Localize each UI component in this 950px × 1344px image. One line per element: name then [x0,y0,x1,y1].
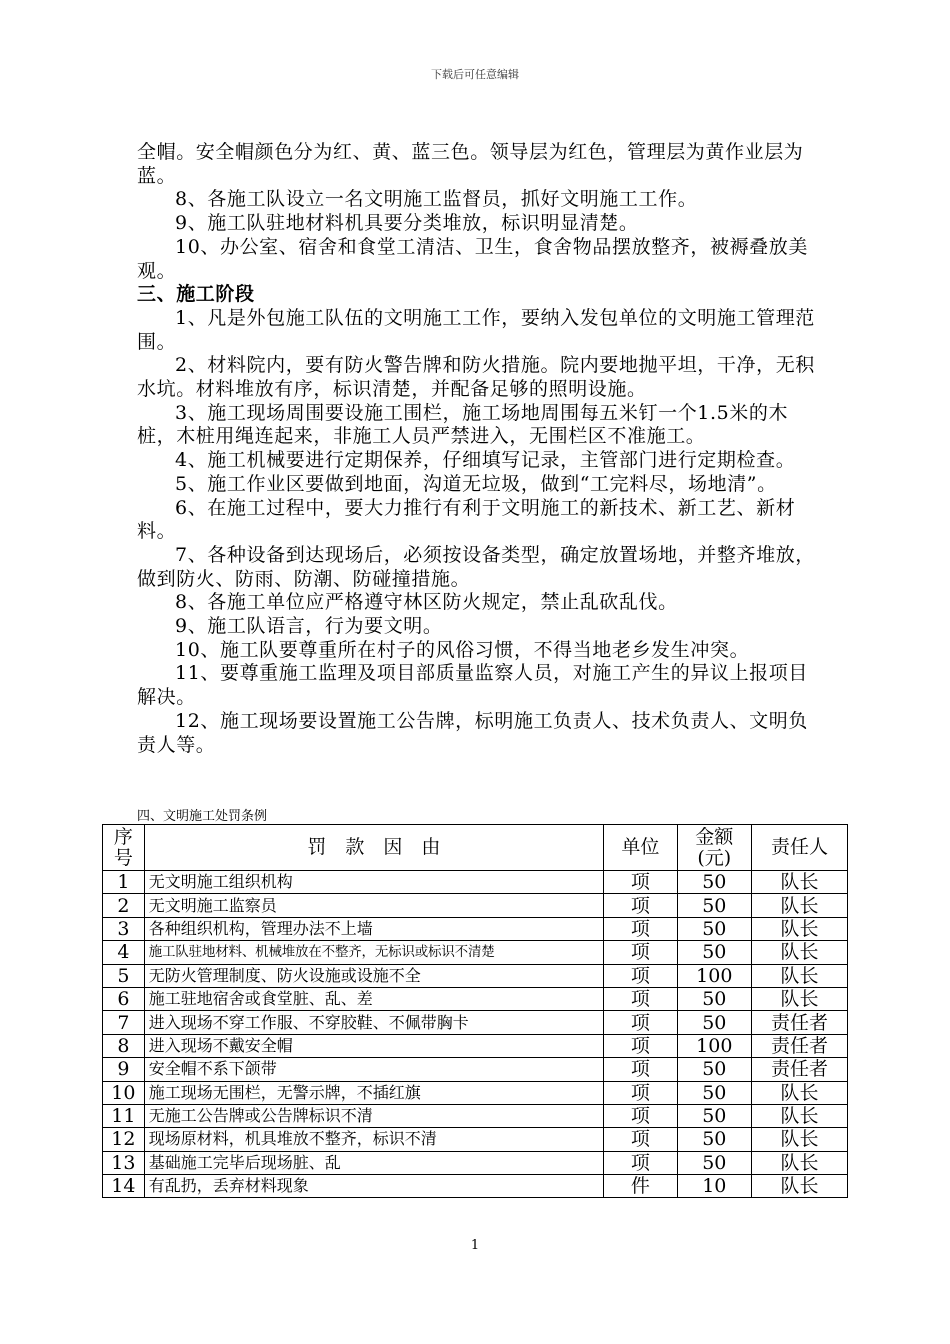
paragraph: 8、各施工队设立一名文明施工监督员，抓好文明施工工作。 [175,188,698,211]
table-title: 四、文明施工处罚条例 [137,809,268,824]
paragraph: 全帽。安全帽颜色分为红、黄、蓝三色。领导层为红色，管理层为黄作业层为蓝。 [137,141,804,187]
header-reason: 罚 款 因 由 [144,825,603,871]
cell-responsible: 队长 [751,964,847,987]
body-text [137,141,817,757]
cell-unit: 项 [604,941,678,964]
cell-unit: 项 [604,917,678,940]
paragraph: 11、要尊重施工监理及项目部质量监察人员，对施工产生的异议上报项目解决。 [137,662,808,709]
penalty-table [102,824,848,1198]
cell-unit: 项 [604,1104,678,1127]
paragraph: 4、施工机械要进行定期保养，仔细填写记录，主管部门进行定期检查。 [175,449,796,472]
cell-responsible: 队长 [751,941,847,964]
cell-amount: 50 [677,941,751,964]
cell-amount: 50 [677,917,751,940]
cell-unit: 项 [604,871,678,894]
header-responsible: 责任人 [751,825,847,871]
table-row [103,871,848,894]
cell-amount: 50 [677,1081,751,1104]
cell-reason: 无防火管理制度、防火设施或设施不全 [144,964,603,987]
cell-reason: 有乱扔，丢弃材料现象 [144,1175,603,1198]
cell-unit: 项 [604,1058,678,1081]
cell-num: 5 [103,964,145,987]
penalty-table-body [103,871,848,1198]
paragraph: 6、在施工过程中，要大力推行有利于文明施工的新技术、新工艺、新材料。 [137,496,796,543]
cell-unit: 项 [604,1081,678,1104]
cell-amount: 50 [677,1058,751,1081]
cell-num: 9 [103,1058,145,1081]
cell-reason: 基础施工完毕后现场脏、乱 [144,1151,603,1174]
paragraph: 10、施工队要尊重所在村子的风俗习惯，不得当地老乡发生冲突。 [175,638,750,661]
header-unit: 单位 [604,825,678,871]
cell-reason: 安全帽不系下颌带 [144,1058,603,1081]
table-row [103,1151,848,1174]
cell-num: 1 [103,871,145,894]
cell-amount: 100 [677,1034,751,1057]
cell-num: 11 [103,1104,145,1127]
table-row [103,1104,848,1127]
cell-responsible: 队长 [751,1104,847,1127]
table-row [103,917,848,940]
cell-num: 3 [103,917,145,940]
paragraph: 3、施工现场周围要设施工围栏，施工场地周围每五米钉一个1.5米的木桩，木桩用绳连起来，非施工人员严禁进入，无围栏区不准施工。 [137,401,789,448]
cell-unit: 项 [604,964,678,987]
cell-num: 2 [103,894,145,917]
cell-num: 4 [103,941,145,964]
cell-amount: 10 [677,1175,751,1198]
cell-responsible: 队长 [751,1151,847,1174]
cell-responsible: 队长 [751,1175,847,1198]
cell-amount: 50 [677,987,751,1010]
paragraph: 2、材料院内，要有防火警告牌和防火措施。院内要地抛平坦，干净，无积水坑。材料堆放有序，标识清楚，并配备足够的照明设施。 [137,354,815,401]
paragraph: 1、凡是外包施工队伍的文明施工工作，要纳入发包单位的文明施工管理范围。 [137,306,815,353]
cell-reason: 无施工公告牌或公告牌标识不清 [144,1104,603,1127]
cell-amount: 50 [677,894,751,917]
table-row [103,987,848,1010]
paragraph: 7、各种设备到达现场后，必须按设备类型，确定放置场地，并整齐堆放，做到防火、防雨、防潮、防碰撞措施。 [137,543,815,590]
cell-responsible: 队长 [751,871,847,894]
table-row [103,1081,848,1104]
table-row [103,1011,848,1034]
table-row [103,1128,848,1151]
cell-reason: 施工队驻地材料、机械堆放在不整齐，无标识或标识不清楚 [144,941,603,964]
cell-reason: 各种组织机构，管理办法不上墙 [144,917,603,940]
cell-num: 12 [103,1128,145,1151]
paragraph: 10、办公室、宿舍和食堂工清洁、卫生，食舍物品摆放整齐，被褥叠放美观。 [137,235,808,282]
cell-reason: 无文明施工组织机构 [144,871,603,894]
paragraph: 5、施工作业区要做到地面，沟道无垃圾，做到“工完料尽，场地清”。 [175,472,777,495]
cell-amount: 50 [677,1011,751,1034]
table-row [103,964,848,987]
cell-amount: 100 [677,964,751,987]
section-heading: 三、施工阶段 [137,283,255,306]
cell-amount: 50 [677,1151,751,1174]
paragraph: 9、施工队驻地材料机具要分类堆放，标识明显清楚。 [175,212,639,235]
table-row [103,1058,848,1081]
page-header: 下载后可任意编辑 [431,68,519,81]
header-num: 序号 [103,825,145,871]
cell-unit: 项 [604,894,678,917]
cell-responsible: 队长 [751,1081,847,1104]
cell-responsible: 责任者 [751,1011,847,1034]
cell-responsible: 队长 [751,1128,847,1151]
page-number: 1 [470,1238,480,1253]
table-header-row [103,825,848,871]
cell-reason: 施工现场无围栏，无警示牌，不插红旗 [144,1081,603,1104]
cell-num: 10 [103,1081,145,1104]
cell-reason: 进入现场不穿工作服、不穿胶鞋、不佩带胸卡 [144,1011,603,1034]
cell-unit: 项 [604,987,678,1010]
cell-reason: 进入现场不戴安全帽 [144,1034,603,1057]
cell-num: 13 [103,1151,145,1174]
cell-responsible: 队长 [751,987,847,1010]
cell-amount: 50 [677,1104,751,1127]
cell-responsible: 责任者 [751,1034,847,1057]
table-row [103,1034,848,1057]
paragraph: 8、各施工单位应严格遵守林区防火规定，禁止乱砍乱伐。 [175,591,678,614]
cell-unit: 项 [604,1011,678,1034]
cell-responsible: 队长 [751,894,847,917]
cell-unit: 项 [604,1151,678,1174]
table-row [103,1175,848,1198]
cell-reason: 现场原材料，机具堆放不整齐，标识不清 [144,1128,603,1151]
cell-unit: 件 [604,1175,678,1198]
cell-amount: 50 [677,871,751,894]
header-amount: 金额(元) [677,825,751,871]
cell-num: 6 [103,987,145,1010]
cell-num: 7 [103,1011,145,1034]
cell-responsible: 队长 [751,917,847,940]
table-row [103,941,848,964]
cell-num: 8 [103,1034,145,1057]
paragraph: 12、施工现场要设置施工公告牌，标明施工负责人、技术负责人、文明负责人等。 [137,709,808,756]
cell-responsible: 责任者 [751,1058,847,1081]
paragraph: 9、施工队语言，行为要文明。 [175,615,443,638]
cell-amount: 50 [677,1128,751,1151]
cell-unit: 项 [604,1128,678,1151]
table-row [103,894,848,917]
cell-reason: 施工驻地宿舍或食堂脏、乱、差 [144,987,603,1010]
cell-num: 14 [103,1175,145,1198]
cell-unit: 项 [604,1034,678,1057]
cell-reason: 无文明施工监察员 [144,894,603,917]
